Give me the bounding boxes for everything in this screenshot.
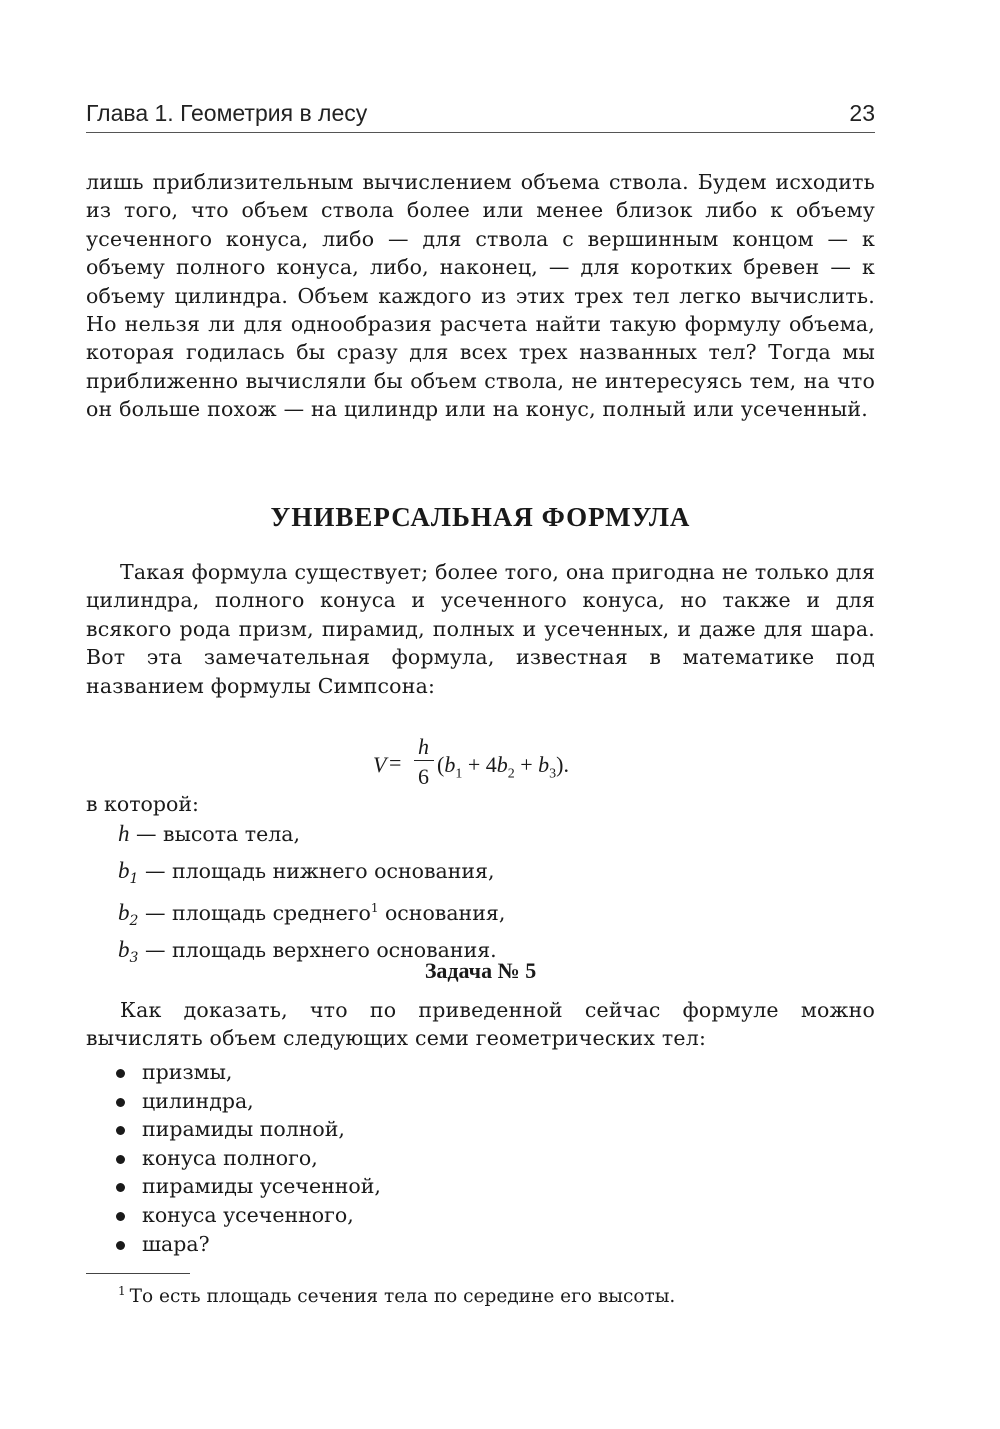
footnote-marker: 1	[370, 900, 379, 915]
definition-item: $b_3$ — площадь верхнего основания.	[118, 936, 497, 966]
bullet-icon	[116, 1069, 125, 1078]
chapter-title: Глава 1. Геометрия в лесу	[86, 100, 368, 126]
list-item: пирамиды полной,	[114, 1115, 381, 1144]
paragraph-intro: лишь приблизительным вычислением объема ствола. Будем исходить из того, что объем ствола более или менее близок либо к объему усеченного конуса, либо — для ствола с вершинным концом — к объему полного конуса, либо, наконец, — для коротких бревен — к объему цилиндра. Объем каждого из этих трех тел легко вычислить. Но нельзя ли для однообразия расчета найти такую формулу объема, которая годилась бы сразу для всех трех названных тел? Тогда мы приближенно вычисляли бы объем ствола, не интересуясь тем, на что он больше похож — на цилиндр или на конус, полный или усеченный.	[86, 170, 875, 422]
section-title: УНИВЕРСАЛЬНАЯ ФОРМУЛА	[270, 502, 691, 532]
bullet-icon	[116, 1212, 125, 1221]
simpson-formula	[0, 728, 1000, 798]
list-item: призмы,	[114, 1058, 381, 1087]
formula-equals: =	[389, 750, 402, 775]
footnote-number: 1	[118, 1284, 126, 1298]
formula-rhs: $(b_1 + 4b_2 + b_3)$.	[437, 752, 569, 782]
page-number: 23	[849, 100, 875, 126]
list-item: цилиндра,	[114, 1087, 381, 1116]
fraction-bar	[414, 760, 434, 761]
list-item: шара?	[114, 1230, 381, 1259]
paragraph-formula-intro: Такая формула существует; более того, она пригодна не только для цилиндра, полного конуса и усеченного конуса, но также и для всякого рода призм, пирамид, полных и усеченных, и даже для шара. Вот эта замечательная формула, известная в математике под названием формулы Симпсона:	[86, 560, 875, 698]
problem-text: Как доказать, что по приведенной сейчас формуле можно вычислять объем следующих семи геометрических тел:	[86, 998, 875, 1051]
bullet-icon	[116, 1155, 125, 1164]
list-item: пирамиды усеченной,	[114, 1172, 381, 1201]
formula-lhs: V	[373, 752, 387, 777]
bullet-icon	[116, 1126, 125, 1135]
footnote-text: То есть площадь сечения тела по середине его высоты.	[129, 1286, 676, 1308]
definition-item: h — высота тела,	[118, 821, 301, 846]
formula-numerator: h	[418, 734, 429, 759]
formula-denominator: 6	[418, 764, 429, 789]
list-item: конуса усеченного,	[114, 1201, 381, 1230]
definitions-intro: в которой:	[86, 792, 199, 816]
problem-title: Задача № 5	[424, 958, 537, 983]
bullet-icon	[116, 1183, 125, 1192]
footnote-rule	[86, 1273, 190, 1274]
running-head	[86, 98, 875, 133]
bullet-icon	[116, 1241, 125, 1250]
definitions-list	[118, 820, 505, 972]
bullet-icon	[116, 1098, 125, 1107]
bodies-list	[114, 1058, 381, 1258]
definition-item: $b_2$ — площадь среднего$^1$ основания,	[118, 899, 506, 929]
list-item: конуса полного,	[114, 1144, 381, 1173]
footnote	[118, 1284, 675, 1307]
definition-item: $b_1$ — площадь нижнего основания,	[118, 857, 495, 887]
